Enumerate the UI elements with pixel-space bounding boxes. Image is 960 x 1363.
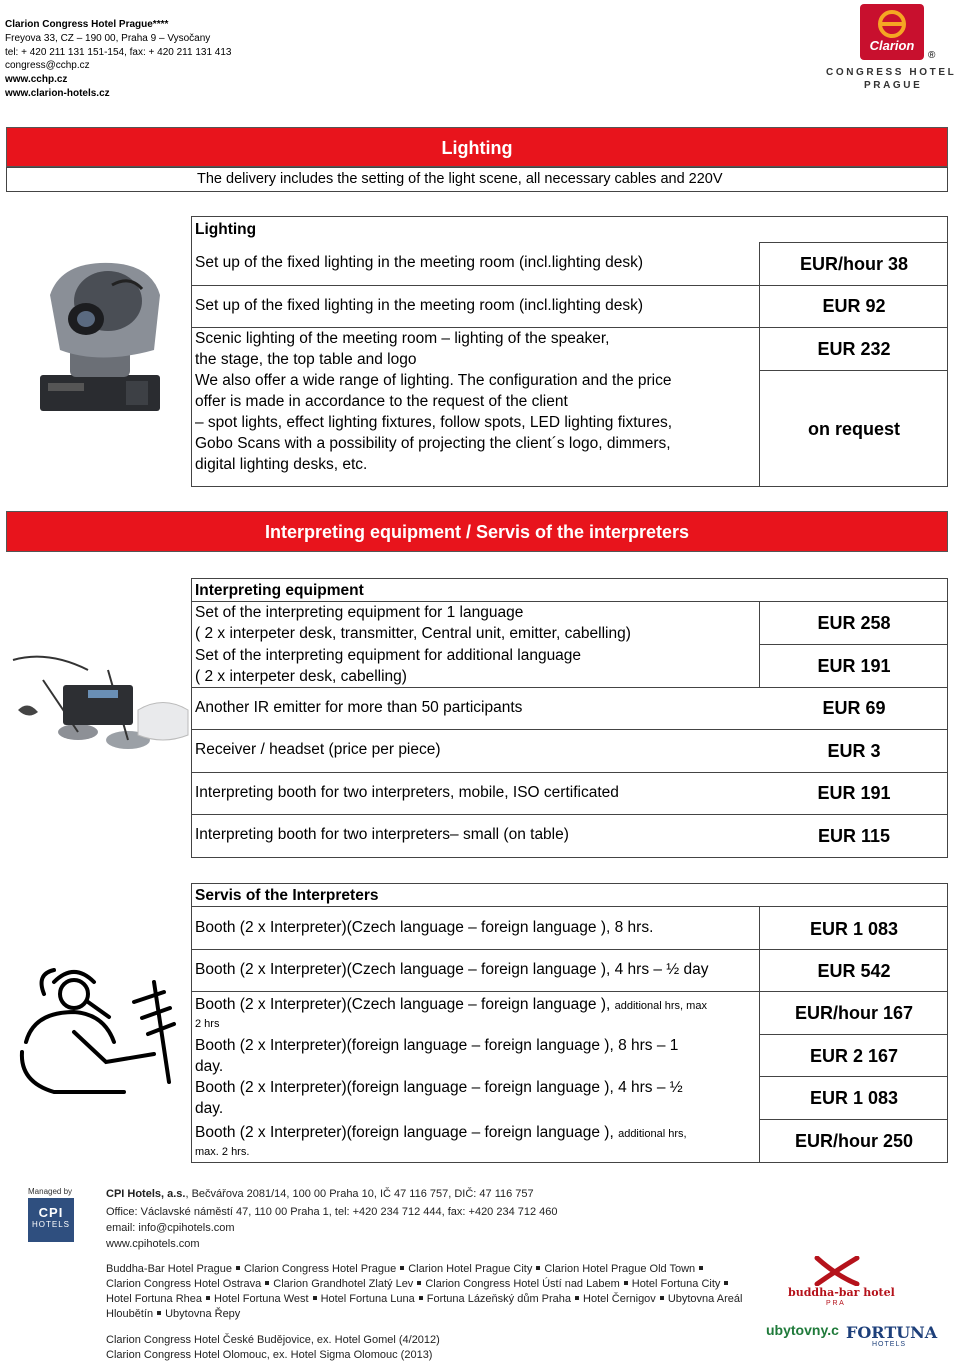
bullet-icon — [575, 1296, 579, 1300]
cpi-managed-label: Managed by — [28, 1187, 73, 1196]
interpreting-row-5-price: EUR 191 — [817, 783, 891, 803]
lighting-table-line — [191, 285, 948, 286]
interpreting-table-line — [191, 814, 948, 815]
bullet-icon — [699, 1266, 703, 1270]
servis-table-line — [191, 949, 948, 950]
hotels-line-2 — [106, 1277, 732, 1292]
cpi-logo — [28, 1198, 74, 1242]
lighting-row-4-desc-1: We also offer a wide range of lighting. The configuration and the price — [195, 372, 672, 389]
hotel-link[interactable]: Clarion Hotel Prague Old Town — [544, 1263, 696, 1275]
bullet-icon — [660, 1296, 664, 1300]
registered-mark: ® — [928, 50, 936, 61]
interpreter-sketch-image — [14, 962, 184, 1112]
clarion-logo-badge — [860, 4, 924, 60]
logo-line-2: PRAGUE — [864, 80, 923, 91]
bullet-icon — [265, 1281, 269, 1285]
lighting-table-line — [759, 370, 948, 371]
buddha-bar-text: buddha-bar hotel — [788, 1286, 895, 1299]
hotel-link[interactable]: Clarion Congress Hotel Ostrava — [106, 1278, 262, 1290]
lighting-row-4-desc-5: digital lighting desks, etc. — [195, 456, 368, 473]
buddha-bar-x-icon — [812, 1256, 862, 1286]
footer-company-details: , Bečvářova 2081/14, 100 00 Praha 10, IČ 47 116 757, DIČ: 47 116 757 — [185, 1188, 534, 1200]
servis-row-3-desc-2: 2 hrs — [195, 1018, 220, 1030]
interpreting-table-line — [759, 644, 948, 645]
hotels-line-4 — [106, 1307, 240, 1322]
buddha-bar-sub: P R A — [826, 1300, 844, 1307]
bullet-icon — [236, 1266, 240, 1270]
lighting-row-4-desc-3: – spot lights, effect lighting fixtures, follow spots, LED lighting fixtures, — [195, 414, 673, 431]
lighting-row-2-desc: Set up of the fixed lighting in the meeting room (incl.lighting desk) — [195, 297, 644, 314]
lighting-row-3-desc-2: the stage, the top table and logo — [195, 351, 417, 368]
servis-table-line — [759, 1119, 948, 1120]
bullet-icon — [724, 1281, 728, 1285]
servis-row-3-desc-small: additional hrs, max — [614, 1000, 707, 1012]
hotel-link[interactable]: Clarion Congress Hotel Prague — [243, 1263, 397, 1275]
lighting-row-4-desc-2: offer is made in accordance to the request of the client — [195, 393, 568, 410]
former-hotel-1: Clarion Congress Hotel České Budějovice, ex. Hotel Gomel (4/2012) — [106, 1334, 440, 1346]
servis-table-line — [191, 991, 948, 992]
interpreting-row-3-desc: Another IR emitter for more than 50 participants — [195, 699, 523, 716]
footer-web[interactable]: www.cpihotels.com — [106, 1238, 200, 1250]
hotels-line-3 — [106, 1292, 742, 1307]
bullet-icon — [400, 1266, 404, 1270]
hotel-link[interactable]: Buddha-Bar Hotel Prague — [106, 1263, 232, 1275]
lighting-title: Lighting — [195, 221, 257, 238]
servis-row-5-desc-1: Booth (2 x Interpreter)(foreign language – foreign language ), 4 hrs – ½ — [195, 1079, 683, 1096]
footer-office: Office: Václavské náměstí 47, 110 00 Praha 1, tel: +420 234 712 444, fax: +420 234 712 460 — [106, 1206, 558, 1218]
hotel-link[interactable]: Hotel Fortuna West — [214, 1293, 309, 1305]
bullet-icon — [417, 1281, 421, 1285]
servis-row-6-desc-1 — [195, 1122, 687, 1145]
hotel-link[interactable]: Ubytovna Řepy — [165, 1308, 241, 1320]
hotel-link[interactable]: Hotel Fortuna Rhea — [106, 1293, 202, 1305]
cpi-logo-text: CPI — [38, 1205, 64, 1220]
moving-head-light-image — [30, 255, 180, 425]
hotel-link[interactable]: Ubytovna Areál — [667, 1293, 743, 1305]
hotel-web-link-2[interactable]: www.clarion-hotels.cz — [5, 88, 110, 99]
interpreting-title: Interpreting equipment — [195, 582, 364, 599]
ubytovny-logo: ubytovny.c — [766, 1322, 839, 1338]
servis-row-2-price: EUR 542 — [817, 961, 891, 981]
interpreting-row-4-desc: Receiver / headset (price per piece) — [195, 741, 441, 758]
lighting-row-2-price: EUR 92 — [822, 296, 886, 316]
footer-company-name: CPI Hotels, a.s. — [106, 1188, 186, 1200]
interpreting-row-2-desc-2: ( 2 x interpeter desk, cabelling) — [195, 668, 407, 685]
interpreting-banner: Interpreting equipment / Servis of the interpreters — [6, 511, 948, 552]
lighting-banner: Lighting — [6, 127, 948, 167]
interpreting-row-1-price: EUR 258 — [817, 613, 891, 633]
servis-row-3-desc-1 — [195, 994, 707, 1017]
bullet-icon — [536, 1266, 540, 1270]
hotel-name: Clarion Congress Hotel Prague**** — [5, 19, 169, 30]
former-hotel-2: Clarion Congress Hotel Olomouc, ex. Hotel Sigma Olomouc (2013) — [106, 1349, 433, 1361]
interpreting-table-line — [191, 687, 948, 688]
servis-row-4-price: EUR 2 167 — [809, 1046, 899, 1066]
hotel-web-link-1[interactable]: www.cchp.cz — [5, 74, 68, 85]
interpreting-table-line — [191, 729, 948, 730]
interpreting-row-1-desc-1: Set of the interpreting equipment for 1 language — [195, 604, 524, 621]
lighting-row-1-price: EUR/hour 38 — [799, 254, 909, 274]
servis-table-line — [759, 1076, 948, 1077]
interpreting-row-6-price: EUR 115 — [817, 826, 891, 846]
bullet-icon — [313, 1296, 317, 1300]
servis-table-line — [759, 1034, 948, 1035]
clarion-brand: Clarion — [869, 38, 915, 53]
servis-row-4-desc-1: Booth (2 x Interpreter)(foreign language – foreign language ), 8 hrs – 1 — [195, 1037, 679, 1054]
interpreting-row-2-price: EUR 191 — [817, 656, 891, 676]
bullet-icon — [157, 1311, 161, 1315]
servis-table-line — [191, 906, 948, 907]
servis-row-6-desc-2: max. 2 hrs. — [195, 1146, 250, 1158]
servis-row-5-price: EUR 1 083 — [809, 1088, 899, 1108]
hotel-link[interactable]: Hotel Černigov — [583, 1293, 656, 1305]
servis-row-1-price: EUR 1 083 — [809, 919, 899, 939]
fortuna-logo: FORTUNA — [846, 1323, 938, 1342]
servis-row-3-desc-main: Booth (2 x Interpreter)(Czech language – foreign language ), — [195, 996, 611, 1013]
logo-line-1: CONGRESS HOTEL — [826, 67, 957, 78]
lighting-row-3-price: EUR 232 — [817, 339, 891, 359]
servis-row-6-price: EUR/hour 250 — [794, 1131, 914, 1151]
bullet-icon — [624, 1281, 628, 1285]
lighting-row-4-desc-4: Gobo Scans with a possibility of projecting the client´s logo, dimmers, — [195, 435, 671, 452]
footer-company — [106, 1187, 534, 1202]
hotel-link[interactable]: Clarion Grandhotel Zlatý Lev — [273, 1278, 414, 1290]
hotel-link[interactable]: Clarion Hotel Prague City — [408, 1263, 533, 1275]
fortuna-logo-sub: HOTELS — [872, 1341, 907, 1348]
hotel-email[interactable]: congress@cchp.cz — [5, 60, 90, 71]
servis-title: Servis of the Interpreters — [195, 887, 379, 904]
footer-email[interactable]: email: info@cpihotels.com — [106, 1222, 235, 1234]
hotel-link[interactable]: Hotel Fortuna Luna — [320, 1293, 415, 1305]
servis-row-1-desc: Booth (2 x Interpreter)(Czech language – foreign language ), 8 hrs. — [195, 919, 654, 936]
hotel-link[interactable]: Hotel Fortuna City — [631, 1278, 721, 1290]
lighting-table-line — [759, 242, 948, 243]
hotel-link[interactable]: Fortuna Lázeňský dům Praha — [426, 1293, 572, 1305]
lighting-subtitle: The delivery includes the setting of the light scene, all necessary cables and 220V — [197, 171, 723, 187]
hotels-line-1 — [106, 1262, 707, 1277]
cpi-logo-sub: HOTELS — [31, 1220, 70, 1229]
servis-row-2-desc: Booth (2 x Interpreter)(Czech language – foreign language ), 4 hrs – ½ day — [195, 961, 709, 978]
interpreting-table-line — [191, 772, 948, 773]
hotel-address: Freyova 33, CZ – 190 00, Praha 9 – Vysočany — [5, 33, 211, 44]
servis-row-4-desc-2: day. — [195, 1058, 224, 1075]
lighting-row-4-price: on request — [807, 419, 900, 439]
interpreting-row-6-desc: Interpreting booth for two interpreters– small (on table) — [195, 826, 569, 843]
interpreting-row-4-price: EUR 3 — [827, 741, 881, 761]
lighting-table-divider — [759, 242, 760, 487]
servis-row-5-desc-2: day. — [195, 1100, 224, 1117]
servis-row-6-desc-main: Booth (2 x Interpreter)(foreign language – foreign language ), — [195, 1124, 614, 1141]
interpreting-row-2-desc-1: Set of the interpreting equipment for additional language — [195, 647, 582, 664]
bullet-icon — [419, 1296, 423, 1300]
hotel-link[interactable]: Hloubětín — [106, 1308, 154, 1320]
bullet-icon — [206, 1296, 210, 1300]
hotel-phone: tel: + 420 211 131 151-154, fax: + 420 211 131 413 — [5, 47, 232, 58]
interpreting-row-3-price: EUR 69 — [822, 698, 886, 718]
lighting-subtitle-box — [6, 167, 948, 192]
hotel-link[interactable]: Clarion Congress Hotel Ústí nad Labem — [425, 1278, 620, 1290]
interpreting-equipment-image — [8, 640, 193, 760]
interpreting-row-5-desc: Interpreting booth for two interpreters, mobile, ISO certificated — [195, 784, 619, 801]
interpreting-row-1-desc-2: ( 2 x interpeter desk, transmitter, Central unit, emitter, cabelling) — [195, 625, 631, 642]
servis-row-6-desc-small: additional hrs, — [618, 1128, 687, 1140]
servis-row-3-price: EUR/hour 167 — [794, 1003, 914, 1023]
lighting-row-3-desc-1: Scenic lighting of the meeting room – lighting of the speaker, — [195, 330, 610, 347]
lighting-row-1-desc: Set up of the fixed lighting in the meeting room (incl.lighting desk) — [195, 254, 644, 271]
